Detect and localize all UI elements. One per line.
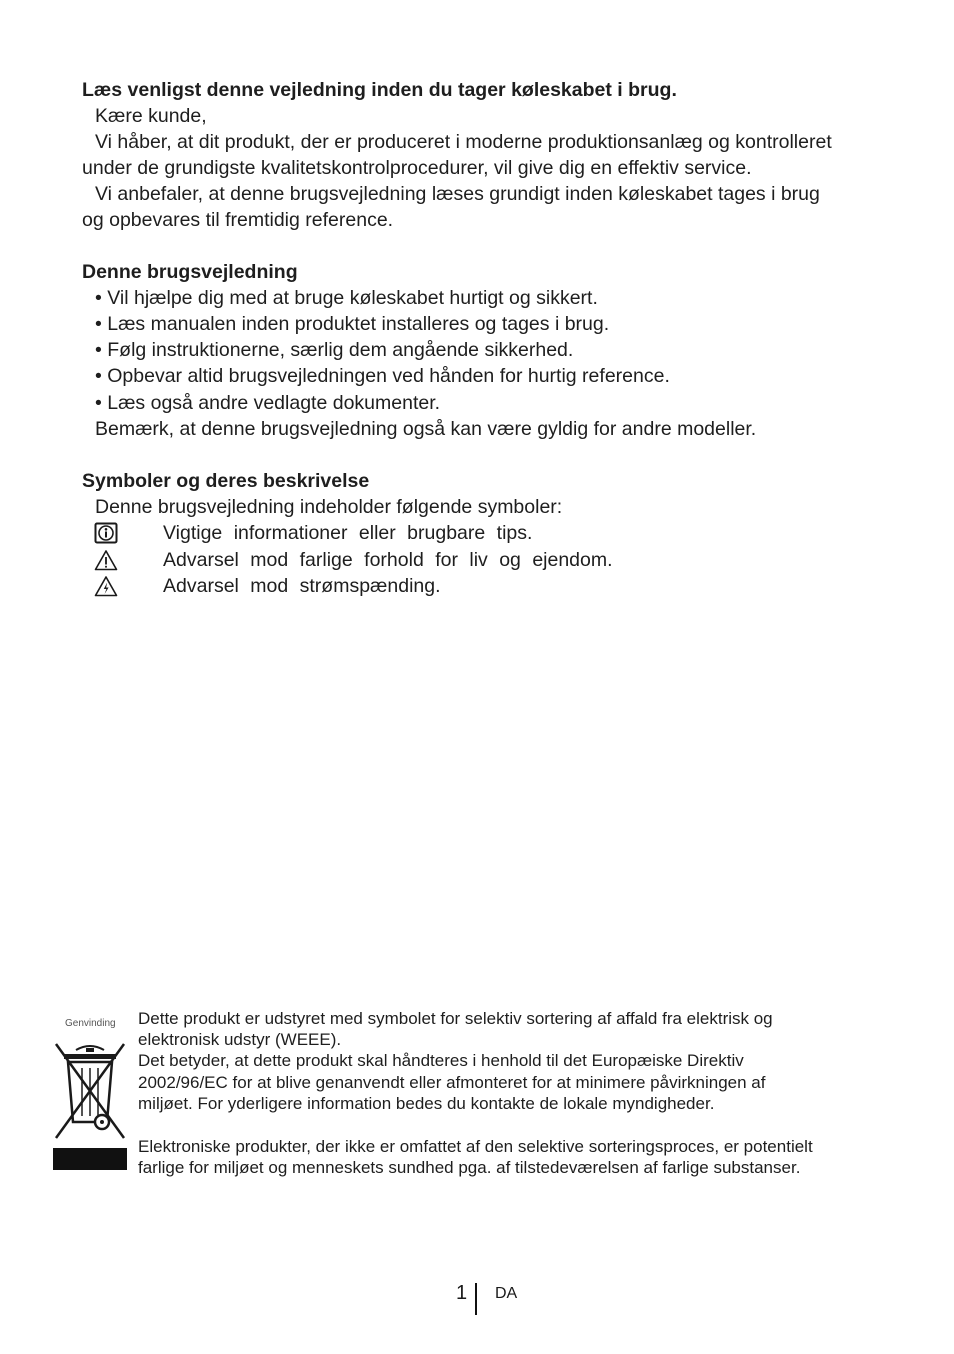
- recycling-text-line: miljøet. For yderligere information bedes du kontakte de lokale myndigheder.: [138, 1094, 715, 1113]
- manual-bullet: • Læs manualen inden produktet installeres og tages i brug.: [95, 313, 610, 335]
- weee-crossed-bin-icon: [52, 1040, 128, 1142]
- recycling-text-line: Det betyder, at dette produkt skal håndteres i henhold til det Europæiske Direktiv: [138, 1051, 744, 1070]
- footer-divider: [475, 1283, 477, 1315]
- symbol-row-warning: [82, 547, 782, 573]
- recycling-text-line: Dette produkt er udstyret med symbolet for selektiv sortering af affald fra elektrisk og: [138, 1009, 773, 1028]
- symbols-heading: Symboler og deres beskrivelse: [82, 470, 370, 492]
- greeting: Kære kunde,: [95, 105, 207, 127]
- warning-icon: [94, 549, 118, 571]
- recycling-text-line: elektronisk udstyr (WEEE).: [138, 1030, 342, 1049]
- symbols-intro: Denne brugsvejledning indeholder følgende symboler:: [95, 496, 563, 518]
- manual-bullet: • Vil hjælpe dig med at bruge køleskabet hurtigt og sikkert.: [95, 287, 598, 309]
- intro-paragraph-1-line-2: under de grundigste kvalitetskontrolprocedurer, vil give dig en effektiv service.: [82, 157, 752, 179]
- intro-paragraph-1-line-1: Vi håber, at dit produkt, der er produceret i moderne produktionsanlæg og kontrolleret: [95, 131, 832, 153]
- manual-bullet: • Følg instruktionerne, særlig dem angående sikkerhed.: [95, 339, 574, 361]
- weee-black-bar: [53, 1148, 127, 1170]
- electric-warning-icon: [94, 575, 118, 597]
- intro-paragraph-2-line-1: Vi anbefaler, at denne brugsvejledning læses grundigt inden køleskabet tages i brug: [95, 183, 820, 205]
- manual-note: Bemærk, at denne brugsvejledning også kan være gyldig for andre modeller.: [95, 418, 757, 440]
- symbol-description: Vigtige informationer eller brugbare tips.: [163, 522, 533, 544]
- manual-bullet: • Læs også andre vedlagte dokumenter.: [95, 392, 441, 414]
- recycling-caption: Genvinding: [65, 1018, 116, 1029]
- recycling-text-line: Elektroniske produkter, der ikke er omfattet af den selektive sorteringsproces, er potentielt: [138, 1137, 813, 1156]
- symbol-description: Advarsel mod strømspænding.: [163, 575, 441, 597]
- symbol-row-electric: [82, 573, 782, 599]
- manual-heading: Denne brugsvejledning: [82, 261, 298, 283]
- recycling-text-line: farlige for miljøet og menneskets sundhed pga. af tilstedeværelsen af farlige substanser.: [138, 1158, 801, 1177]
- manual-bullet: • Opbevar altid brugsvejledningen ved hånden for hurtig reference.: [95, 365, 670, 387]
- intro-heading: Læs venligst denne vejledning inden du tager køleskabet i brug.: [82, 79, 677, 101]
- intro-paragraph-2-line-2: og opbevares til fremtidig reference.: [82, 209, 394, 231]
- symbol-row-info: [82, 520, 782, 546]
- page-number: 1: [456, 1282, 468, 1304]
- language-code: DA: [495, 1285, 518, 1302]
- info-icon: [94, 522, 118, 544]
- recycling-text-line: 2002/96/EC for at blive genanvendt eller afmonteret for at minimere påvirkningen af: [138, 1073, 766, 1092]
- symbol-description: Advarsel mod farlige forhold for liv og ejendom.: [163, 549, 613, 571]
